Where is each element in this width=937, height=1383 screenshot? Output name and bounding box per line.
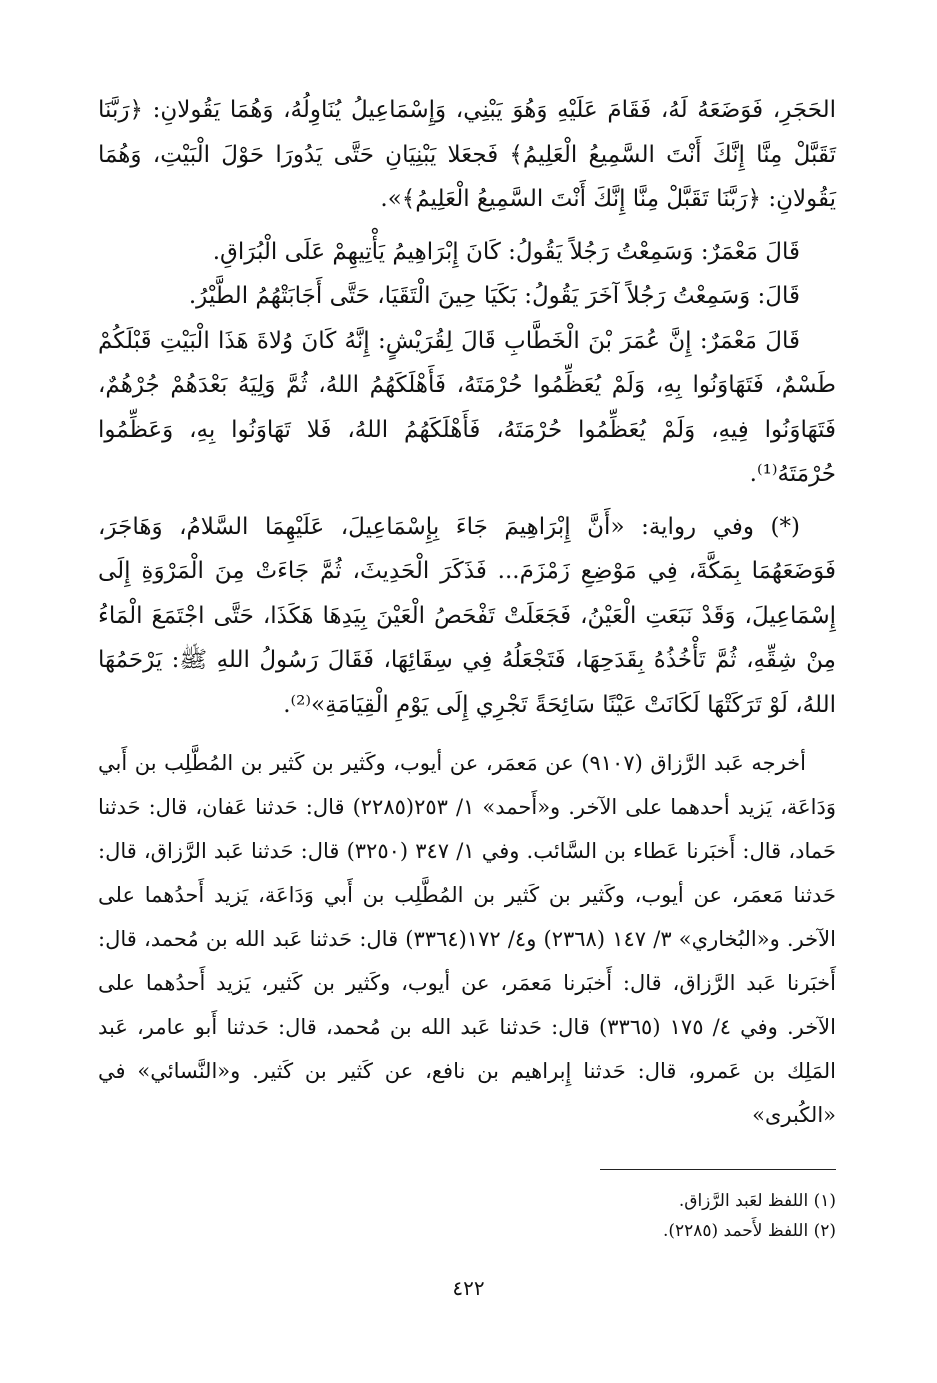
footnotes <box>98 1186 836 1246</box>
sources-paragraph: أخرجه عَبد الرَّزاق (٩١٠٧) عن مَعمَر، عن أيوب، وكَثير بن كَثير بن المُطَّلِب بن أَبي وَدَاعَة، يَزيد أحدهما على الآخر. و«أَحمد» ١/ ٢٥٣(٢٢٨٥) قال: حَدثنا عَفان، قال: حَدثنا حَماد، قال: أَخبَرنا عَطاء بن السَّائب. وفي ١/ ٣٤٧ (٣٢٥٠) قال: حَدثنا عَبد الرَّزاق، قال: حَدثنا مَعمَر، عن أيوب، وكَثير بن كَثير بن المُطَّلِب بن أَبي وَدَاعَة، يَزيد أَحدُهما على الآخر. و«البُخاري» ٣/ ١٤٧ (٢٣٦٨) و٤/ ١٧٢(٣٣٦٤) قال: حَدثنا عَبد الله بن مُحمد، قال: أَخبَرنا عَبد الرَّزاق، قال: أَخبَرنا مَعمَر، عن أيوب، وكَثير بن كَثير، يَزيد أَحدُهما على الآخر. وفي ٤/ ١٧٥ (٣٣٦٥) قال: حَدثنا عَبد الله بن مُحمد، قال: حَدثنا أَبو عامر، عَبد المَلِك بن عَمرو، قال: حَدثنا إِبراهيم بن نافع، عن كَثير بن كَثير. و«النَّسائي» في «الكُبرى» <box>98 751 836 1127</box>
main-text <box>98 88 836 727</box>
footnote-1: (١) اللفظ لعَبد الرَّزاق. <box>678 1191 836 1211</box>
footnote-2: (٢) اللفظ لأَحمد (٢٢٨٥). <box>662 1221 836 1241</box>
page-number: ٤٢٢ <box>452 1276 485 1300</box>
main-paragraph: قَالَ: وَسَمِعْتُ رَجُلاً آخَرَ يَقُولُ: بَكَيَا حِينَ الْتَقَيَا، حَتَّى أَجَابَتْهُمُ الطَّيْرُ. <box>188 283 800 309</box>
footnote-divider <box>600 1169 836 1170</box>
riwaya-paragraph: (*) وفي رواية: «أَنَّ إِبْرَاهِيمَ جَاءَ بِإِسْمَاعِيلَ، عَلَيْهِمَا السَّلامُ، وَهَاجَرَ، فَوَضَعَهُمَا بِمَكَّةَ، فِي مَوْضِعِ زَمْزَمَ... فَذَكَرَ الْحَدِيثَ، ثُمَّ جَاءَتْ مِنَ الْمَرْوَةِ إِلَى إِسْمَاعِيلَ، وَقَدْ نَبَعَتِ الْعَيْنُ، فَجَعَلَتْ تَفْحَصُ الْعَيْنَ بِيَدِهَا هَكَذَا، حَتَّى اجْتَمَعَ الْمَاءُ مِنْ شِقِّهِ، ثُمَّ تَأْخُذُهُ بِقَدَحِهَا، فَتَجْعَلُهُ فِي سِقَائِهَا، فَقَالَ رَسُولُ اللهِ ﷺ: يَرْحَمُهَا اللهُ، لَوْ تَرَكَتْهَا لَكَانَتْ عَيْنًا سَائِحَةً تَجْرِي إِلَى يَوْمِ الْقِيَامَةِ»⁽²⁾. <box>98 513 836 718</box>
page-body <box>98 88 836 1246</box>
main-paragraph: الحَجَرِ، فَوَضَعَهُ لَهُ، فَقَامَ عَلَيْهِ وَهُوَ يَبْنِي، وَإِسْمَاعِيلُ يُنَاوِلُهُ، وَهُمَا يَقُولانِ: ﴿رَبَّنَا تَقَبَّلْ مِنَّا إِنَّكَ أَنْتَ السَّمِيعُ الْعَلِيمُ﴾ فَجعَلا يَبْنِيَانِ حَتَّى يَدُورَا حَوْلَ الْبَيْتِ، وَهُمَا يَقُولانِ: ﴿رَبَّنَا تَقَبَّلْ مِنَّا إِنَّكَ أَنْتَ السَّمِيعُ الْعَلِيمُ﴾». <box>98 97 836 212</box>
sources-section <box>98 741 836 1137</box>
main-paragraph: قَالَ مَعْمَرٌ: إِنَّ عُمَرَ بْنَ الْخَطَّابِ قَالَ لِقُرَيْشٍ: إِنَّهُ كَانَ وُلاةَ هَذَا الْبَيْتِ قَبْلَكُمْ طَسْمٌ، فَتَهَاوَنُوا بِهِ، وَلَمْ يُعَظِّمُوا حُرْمَتَهُ، فَأَهْلَكَهُمُ اللهُ، ثُمَّ وَلِيَهُ بَعْدَهُمْ جُرْهُمٌ، فَتَهَاوَنُوا فِيهِ، وَلَمْ يُعَظِّمُوا حُرْمَتَهُ، فَأَهْلَكَهُمُ اللهُ، فَلا تَهَاوَنُوا بِهِ، وَعَظِّمُوا حُرْمَتَهُ⁽¹⁾. <box>98 327 836 487</box>
main-paragraph: قَالَ مَعْمَرٌ: وَسَمِعْتُ رَجُلاً يَقُولُ: كَانَ إِبْرَاهِيمُ يَأْتِيهِمْ عَلَى الْبُرَاقِ. <box>212 238 800 265</box>
